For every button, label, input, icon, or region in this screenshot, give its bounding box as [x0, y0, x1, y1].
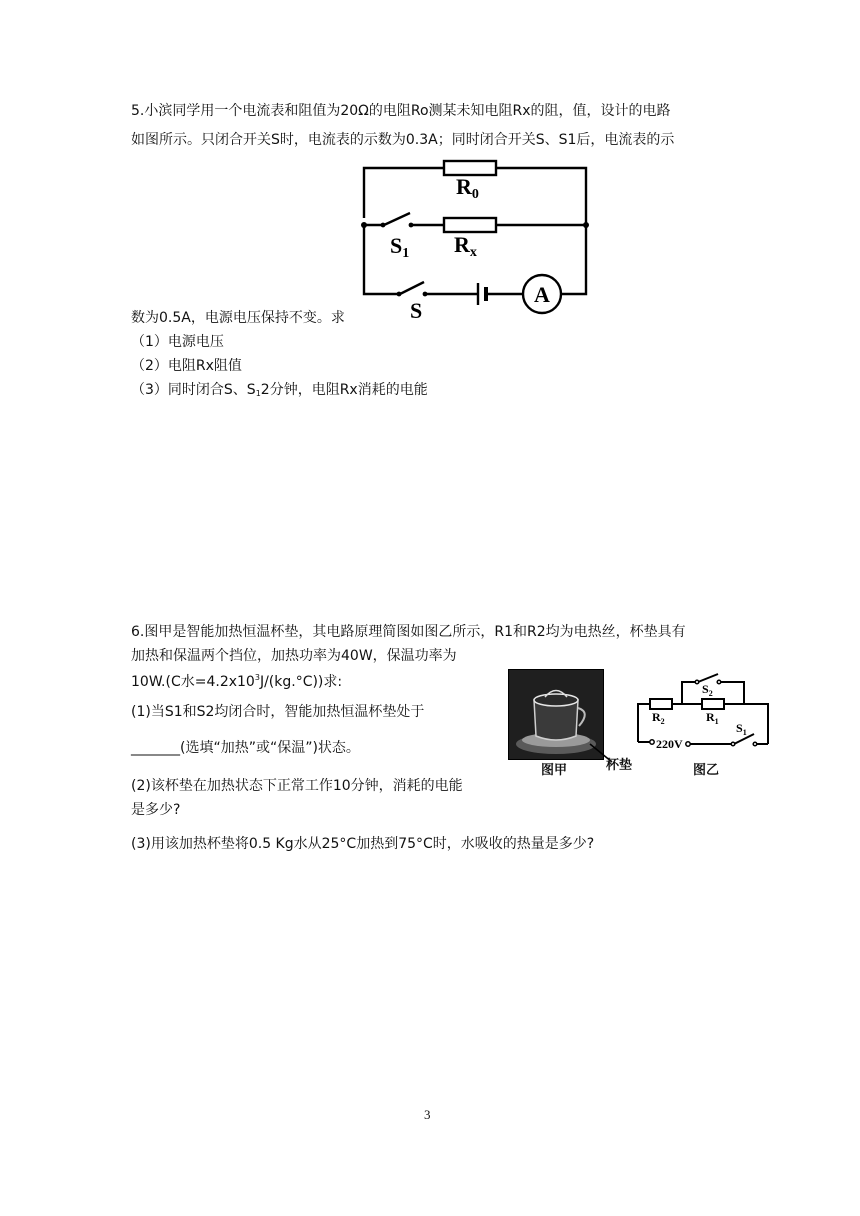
cup-pad-label: 杯垫 — [606, 758, 633, 773]
s1-label: $S_1$ — [736, 721, 747, 737]
q5-text-line-2: 如图所示。只闭合开关S时，电流表的示数为0.3A；同时闭合开关S、S1后，电流表的示 — [131, 132, 675, 148]
s1-label: S1 — [390, 233, 410, 261]
q5-text-line-3: 数为0.5A，电源电压保持不变。求 — [131, 310, 345, 326]
r1-label: $R_1$ — [706, 710, 719, 726]
q5-item-2: （2）电阻Rx阻值 — [131, 358, 242, 374]
q5-item-3: （3）同时闭合S、$S_12$分钟，电阻Rx消耗的电能 — [131, 382, 428, 398]
q6-item-3: (3)用该加热杯垫将0.5 Kg水从25°C加热到75°C时，水吸收的热量是多少? — [131, 836, 595, 852]
s-label: S — [410, 298, 423, 320]
rx-label: Rx — [454, 232, 477, 260]
ammeter-label: A — [534, 282, 550, 307]
r0-label: R0 — [456, 174, 479, 202]
s2-label: $S_2$ — [702, 682, 713, 698]
q6-item-2-line-1: (2)该杯垫在加热状态下正常工作10分钟，消耗的电能 — [131, 778, 463, 794]
q6-item-1-blank: _______(选填“加热”或“保温”)状态。 — [131, 740, 360, 756]
q6-item-2-line-2: 是多少? — [131, 802, 181, 818]
figure-jia-caption: 图甲 — [541, 763, 568, 778]
q6-text-line-1: 6.图甲是智能加热恒温杯垫，其电路原理简图如图乙所示，R1和R2均为电热丝，杯垫具有 — [131, 624, 686, 640]
voltage-label: 220V — [656, 737, 683, 751]
q6-text-line-3: 10W.(C水$=4.2x10^3J/(kg.^\circ C)$)求: — [131, 673, 343, 690]
figure-yi-caption: 图乙 — [693, 763, 720, 778]
q6-item-1: (1)当S1和S2均闭合时，智能加热恒温杯垫处于 — [131, 704, 425, 720]
q5-text-line-1: 5.小滨同学用一个电流表和阻值为20Ω的电阻Ro测某未知电阻Rx的阻，值，设计的电路 — [131, 103, 671, 119]
q6-circuit-diagram — [628, 668, 778, 756]
q5-item-1: （1）电源电压 — [131, 334, 224, 350]
r2-label: $R_2$ — [652, 710, 665, 726]
q5-circuit-diagram — [352, 158, 598, 320]
page-number: 3 — [424, 1107, 431, 1122]
q6-text-line-2: 加热和保温两个挡位，加热功率为40W，保温功率为 — [131, 648, 457, 664]
